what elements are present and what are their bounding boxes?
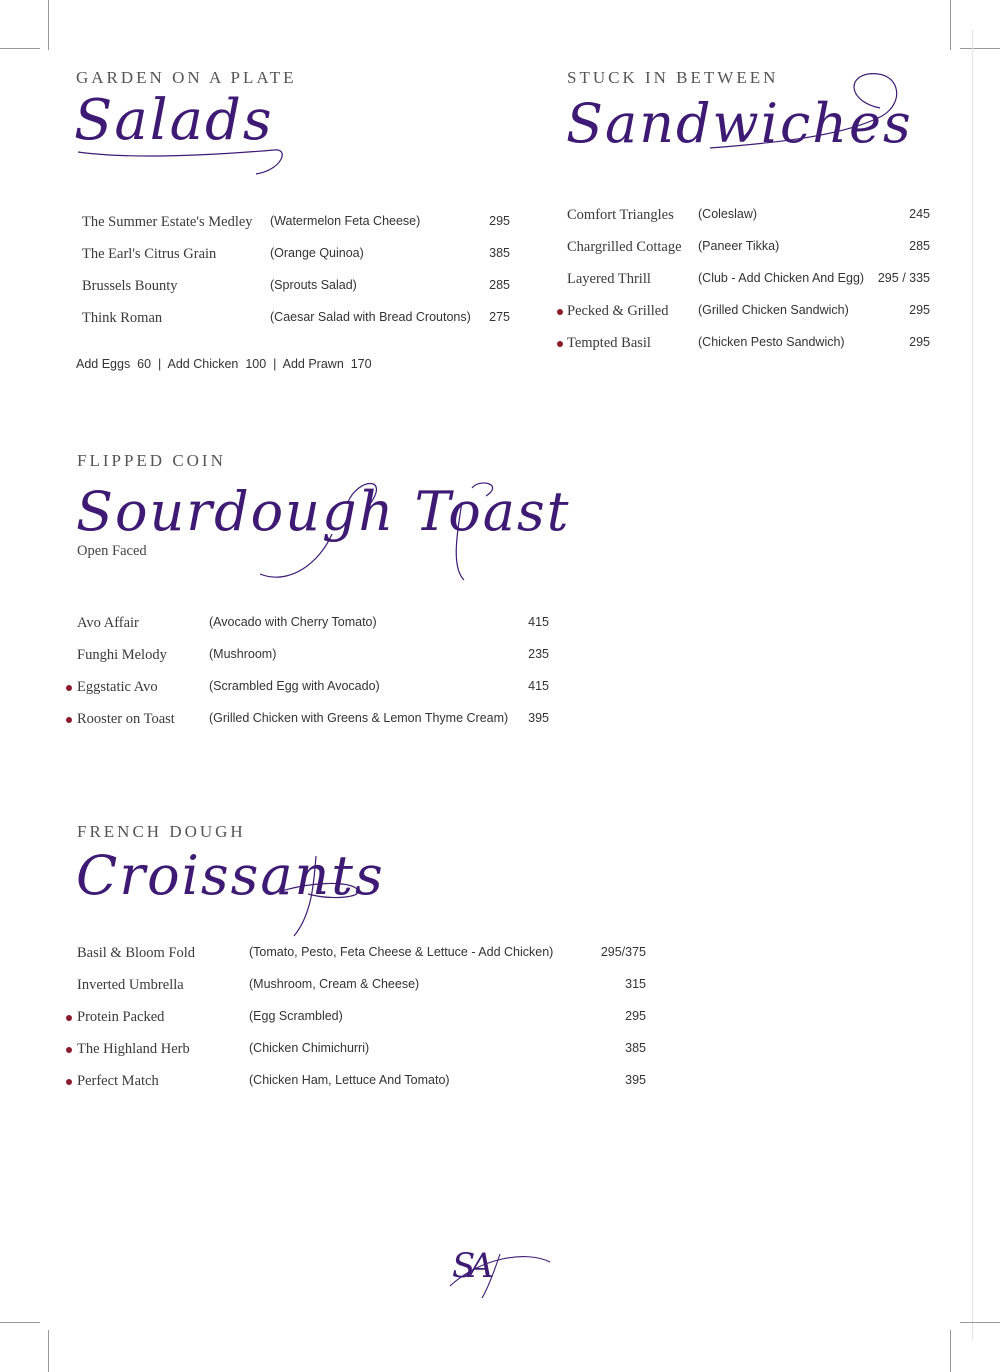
item-description: (Egg Scrambled) — [249, 1009, 343, 1023]
menu-item — [0, 943, 660, 965]
sandwiches-eyebrow: STUCK IN BETWEEN — [567, 68, 779, 87]
item-price: 295 — [489, 214, 510, 228]
item-price: 295 — [909, 303, 930, 317]
item-name: Perfect Match — [77, 1073, 159, 1089]
item-price: 285 — [489, 278, 510, 292]
crop-mark — [950, 0, 951, 50]
item-name: Protein Packed — [77, 1009, 165, 1025]
menu-item — [0, 709, 560, 731]
item-description: (Club - Add Chicken And Egg) — [698, 271, 865, 285]
item-price: 315 — [625, 977, 646, 991]
item-description: (Chicken Pesto Sandwich) — [698, 335, 845, 349]
item-price: 415 — [528, 679, 549, 693]
sandwiches-title: Sandwiches — [566, 92, 913, 155]
marker-dot-icon — [66, 1047, 72, 1053]
marker-dot-icon — [66, 685, 72, 691]
footer-monogram: SA — [452, 1246, 488, 1286]
item-description: (Watermelon Feta Cheese) — [270, 214, 421, 228]
crop-mark — [0, 1322, 40, 1323]
item-name: The Highland Herb — [77, 1041, 190, 1057]
item-price: 295/375 — [600, 945, 646, 959]
item-price: 415 — [528, 615, 549, 629]
salads-flourish-icon — [76, 130, 286, 180]
item-price: 385 — [625, 1041, 646, 1055]
item-name: Eggstatic Avo — [77, 679, 158, 695]
crop-mark — [972, 30, 973, 1340]
toast-list — [0, 613, 560, 743]
item-price: 275 — [489, 310, 510, 324]
menu-item — [0, 645, 560, 667]
marker-dot-icon — [66, 717, 72, 723]
croissants-title: Croissants — [76, 844, 385, 907]
sandwiches-flourish-icon — [700, 68, 910, 158]
item-name: Funghi Melody — [77, 647, 167, 663]
item-name: Basil & Bloom Fold — [77, 945, 196, 961]
item-name: Brussels Bounty — [82, 278, 178, 294]
item-description: (Grilled Chicken Sandwich) — [698, 303, 849, 317]
menu-item — [0, 1039, 660, 1061]
menu-item — [0, 333, 940, 355]
item-price: 295 — [909, 335, 930, 349]
item-price: 235 — [528, 647, 549, 661]
item-description: (Sprouts Salad) — [270, 278, 357, 292]
item-name: The Earl's Citrus Grain — [82, 246, 217, 262]
marker-dot-icon — [66, 1015, 72, 1021]
item-name: Rooster on Toast — [77, 711, 175, 727]
item-name: The Summer Estate's Medley — [82, 214, 253, 230]
item-description: (Paneer Tikka) — [698, 239, 780, 253]
croissants-list — [0, 943, 660, 1103]
sandwiches-list — [0, 205, 940, 375]
item-description: (Coleslaw) — [698, 207, 758, 221]
menu-item — [0, 677, 560, 699]
marker-dot-icon — [557, 309, 563, 315]
item-price: 395 — [528, 711, 549, 725]
item-name: Chargrilled Cottage — [567, 239, 682, 255]
menu-item — [0, 205, 940, 227]
item-description: (Grilled Chicken with Greens & Lemon Thyme Cream) — [209, 711, 509, 725]
item-description: (Mushroom) — [209, 647, 277, 661]
item-price: 295 / 335 — [877, 271, 930, 285]
marker-dot-icon — [557, 341, 563, 347]
salads-addons: Add Eggs 60 | Add Chicken 100 | Add Prawn 170 — [76, 357, 372, 371]
item-name: Inverted Umbrella — [77, 977, 184, 993]
croissants-eyebrow: FRENCH DOUGH — [77, 822, 246, 841]
item-name: Think Roman — [82, 310, 163, 326]
item-name: Comfort Triangles — [567, 207, 674, 223]
toast-eyebrow: FLIPPED COIN — [77, 451, 226, 470]
item-description: (Tomato, Pesto, Feta Cheese & Lettuce - Add Chicken) — [249, 945, 554, 959]
item-price: 285 — [909, 239, 930, 253]
salads-title: Salads — [74, 88, 274, 153]
toast-title: Sourdough Toast — [76, 480, 571, 543]
crop-mark — [960, 48, 1000, 49]
item-name: Tempted Basil — [567, 335, 651, 351]
menu-item — [0, 1071, 660, 1093]
item-description: (Avocado with Cherry Tomato) — [209, 615, 377, 629]
salads-eyebrow: GARDEN ON A PLATE — [76, 68, 297, 87]
item-name: Pecked & Grilled — [567, 303, 669, 319]
crop-mark — [48, 0, 49, 50]
item-price: 385 — [489, 246, 510, 260]
item-name: Layered Thrill — [567, 271, 651, 287]
crop-mark — [0, 48, 40, 49]
menu-item — [0, 1007, 660, 1029]
item-description: (Caesar Salad with Bread Croutons) — [270, 310, 471, 324]
item-price: 295 — [625, 1009, 646, 1023]
croissants-flourish-icon — [270, 852, 370, 938]
item-name: Avo Affair — [77, 615, 139, 631]
crop-mark — [950, 1330, 951, 1372]
item-price: 395 — [625, 1073, 646, 1087]
toast-subtitle: Open Faced — [77, 543, 147, 559]
menu-item — [0, 237, 940, 259]
menu-item — [0, 613, 560, 635]
item-description: (Orange Quinoa) — [270, 246, 364, 260]
crop-mark — [960, 1322, 1000, 1323]
menu-item — [0, 269, 940, 291]
item-price: 245 — [909, 207, 930, 221]
item-description: (Mushroom, Cream & Cheese) — [249, 977, 420, 991]
item-description: (Chicken Chimichurri) — [249, 1041, 370, 1055]
crop-mark — [48, 1330, 49, 1372]
menu-item — [0, 975, 660, 997]
item-description: (Scrambled Egg with Avocado) — [209, 679, 380, 693]
menu-item — [0, 301, 940, 323]
toast-flourish-icon — [240, 474, 510, 586]
item-description: (Chicken Ham, Lettuce And Tomato) — [249, 1073, 450, 1087]
marker-dot-icon — [66, 1079, 72, 1085]
